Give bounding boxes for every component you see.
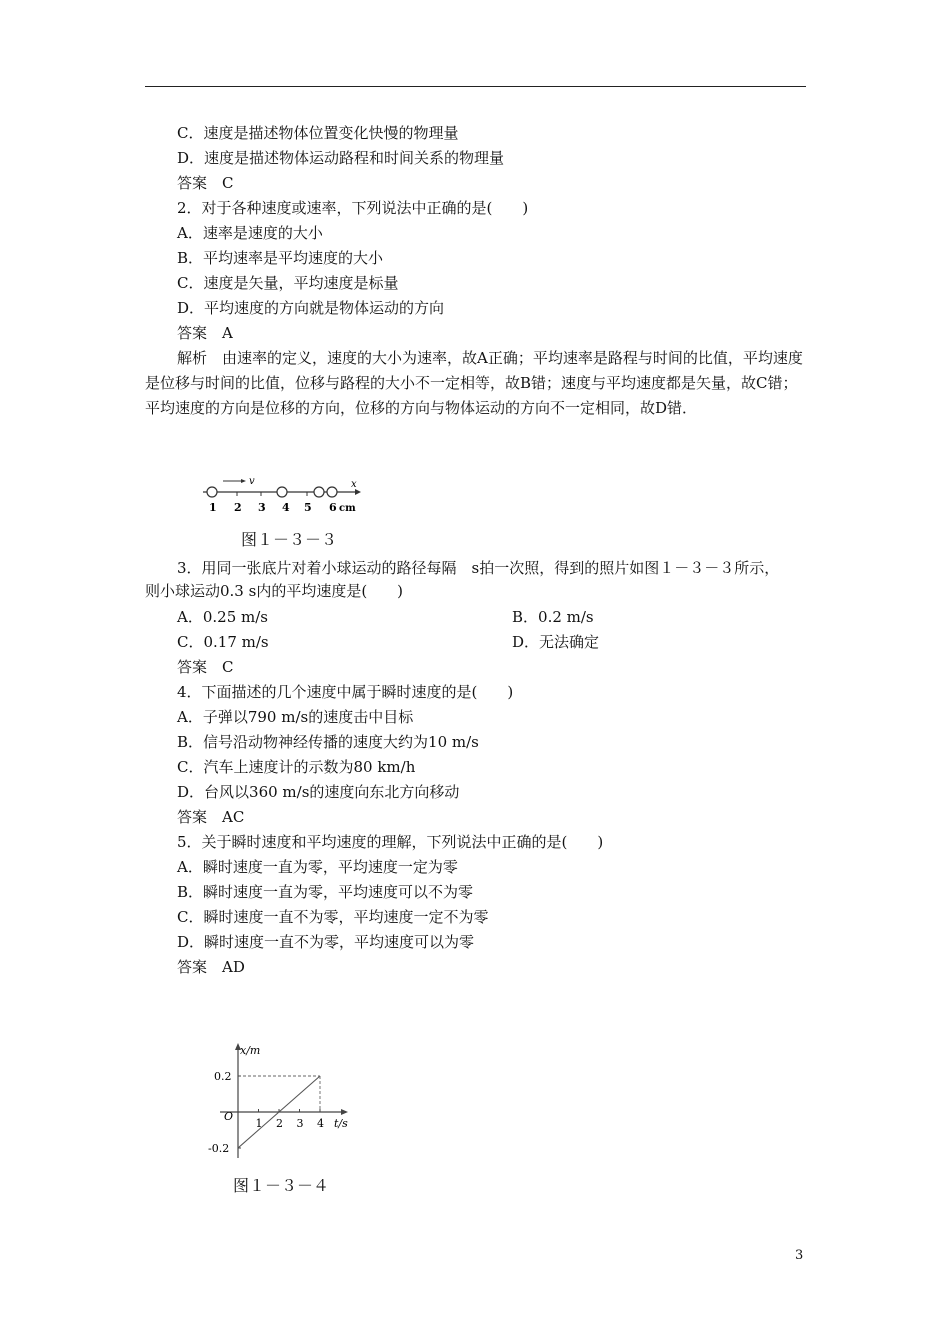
- tick-label: 2: [234, 501, 242, 514]
- tick-label: 5: [304, 501, 312, 514]
- option-line: C．速度是矢量，平均速度是标量: [177, 274, 399, 292]
- x-tick-label: 2: [276, 1117, 283, 1130]
- option-line: D．瞬时速度一直不为零，平均速度可以为零: [177, 933, 475, 951]
- y-tick-label: 0.2: [214, 1070, 232, 1083]
- figure-caption: 图１－３－４: [233, 1176, 330, 1195]
- header-rule: [145, 86, 806, 87]
- answer-line: 答案 C: [177, 658, 234, 676]
- figure-1-3-4: [200, 1040, 360, 1165]
- option-line: B．信号沿动物神经传播的速度大约为10 m/s: [177, 733, 479, 751]
- ball-4: [327, 487, 337, 497]
- tick-label: 3: [258, 501, 266, 514]
- option-d: D．无法确定: [512, 633, 600, 651]
- question-stem: 2．对于各种速度或速率，下列说法中正确的是( ): [177, 199, 529, 217]
- option-line: B．瞬时速度一直为零，平均速度可以不为零: [177, 883, 474, 901]
- option-line: D．平均速度的方向就是物体运动的方向: [177, 299, 445, 317]
- figure-caption: 图１－３－３: [241, 530, 338, 549]
- ball-3: [314, 487, 324, 497]
- option-a: A．0.25 m/s: [177, 608, 268, 626]
- ball-2: [277, 487, 287, 497]
- option-line: A．瞬时速度一直为零，平均速度一定为零: [177, 858, 458, 876]
- y-axis-label: x/m: [240, 1044, 261, 1057]
- question-stem: 则小球运动0.3 s内的平均速度是( ): [145, 582, 404, 600]
- x-tick-label: 3: [296, 1117, 304, 1130]
- option-b: B．0.2 m/s: [512, 608, 594, 626]
- y-tick-label: -0.2: [208, 1142, 230, 1155]
- unit-label: cm: [339, 503, 356, 514]
- option-line: B．平均速率是平均速度的大小: [177, 249, 384, 267]
- x-tick-label: 4: [317, 1117, 324, 1130]
- question-stem: 5．关于瞬时速度和平均速度的理解，下列说法中正确的是( ): [177, 833, 604, 851]
- page-number: 3: [795, 1248, 804, 1263]
- tick-label: 6: [329, 501, 337, 514]
- tick-label: 4: [282, 501, 290, 514]
- option-c: C．0.17 m/s: [177, 633, 269, 651]
- text-line: C．速度是描述物体位置变化快慢的物理量: [177, 124, 459, 142]
- explanation-paragraph: 解析 由速率的定义，速度的大小为速率，故A正确；平均速率是路程与时间的比值，平均速度是位移与时间的比值，位移与路程的大小不一定相等，故B错；速度与平均速度都是矢量，故C错；平均速度的方向是位移的方向，位移的方向与物体运动的方向不一定相同，故D错．: [145, 349, 803, 417]
- axis-label-x: x: [351, 479, 357, 490]
- answer-line: 答案 A: [177, 324, 233, 342]
- question-stem: 4．下面描述的几个速度中属于瞬时速度的是( ): [177, 683, 514, 701]
- x-tick-label: 1: [255, 1117, 263, 1130]
- answer-line: 答案 AC: [177, 808, 245, 826]
- question-stem: 3．用同一张底片对着小球运动的路径每隔 s拍一次照，得到的照片如图１－３－３所示，: [177, 559, 780, 577]
- x-axis-arrow: [341, 1109, 348, 1115]
- answer-line: 答案 AD: [177, 958, 245, 976]
- ball-1: [207, 487, 217, 497]
- tick-label: 1: [209, 501, 217, 514]
- option-line: D．台风以360 m/s的速度向东北方向移动: [177, 783, 460, 801]
- option-line: C．汽车上速度计的示数为80 km/h: [177, 758, 416, 776]
- option-line: C．瞬时速度一直不为零，平均速度一定不为零: [177, 908, 489, 926]
- figure-1-3-3: [195, 470, 375, 520]
- answer-line: 答案 C: [177, 174, 234, 192]
- origin-label: O: [224, 1110, 234, 1123]
- option-line: A．速率是速度的大小: [177, 224, 323, 242]
- text-line: D．速度是描述物体运动路程和时间关系的物理量: [177, 149, 505, 167]
- velocity-label: v: [249, 476, 255, 487]
- option-line: A．子弹以790 m/s的速度击中目标: [177, 708, 414, 726]
- x-axis-label: t/s: [334, 1117, 348, 1130]
